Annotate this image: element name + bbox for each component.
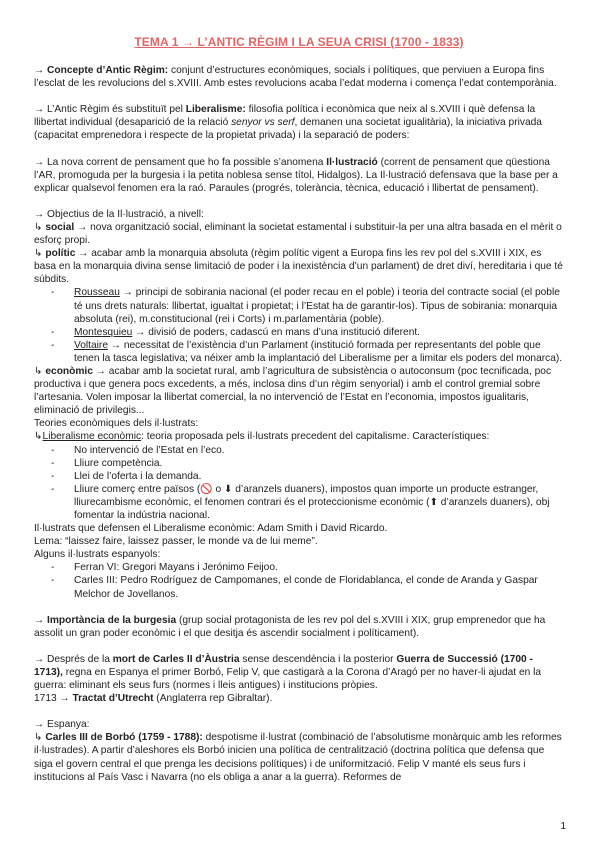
term-politic: polític [45, 248, 76, 260]
term-economic: econòmic [45, 365, 93, 377]
teories-heading: Teories econòmiques dels il·lustrats: [34, 418, 199, 430]
term-social: social [45, 221, 75, 233]
text: (Anglaterra rep Gibraltar). [153, 693, 273, 705]
defensors-text: Il·lustrats que defensen el Liberalisme econòmic: Adam Smith i David Ricardo. [34, 523, 388, 535]
list-item: - No intervenció de l’Estat en l’eco. [74, 444, 564, 457]
author-name: Voltaire [74, 339, 108, 351]
term-liberalisme-economic: Liberalisme econòmic [42, 431, 142, 443]
arrow: → [34, 614, 48, 626]
text: o [212, 483, 225, 495]
term-mort-carles: mort de Carles II d’Àustria [112, 653, 240, 665]
text: conjunt d’estructures econòmiques, socials i polítiques, que perviuen a Europa fins l’esclat de les revolucions del s.XVIII. Amb estes revolucions acaba l’edat moderna i comença l’edat contemporània. [34, 65, 557, 90]
list-item: - Llei de l’oferta i la demanda. [74, 470, 564, 483]
arrow-up-icon: ⬆ [429, 496, 438, 508]
espanyols-list [34, 561, 564, 600]
text: regna en Espanya el primer Borbó, Felip V, que castigarà a la Corona d’Aragó per no haver-li ajudat en la guerra: eliminant els seus furs (normes i lleis antigues) i institucions pròpies. [34, 666, 542, 692]
text: (corrent de pensament que qüestiona l’AR, promoguda per la burgesia i la petita noblesa sense títol, Hidalgos). La Il·lustració defensava que la base per a explicar qualsevol fenomen era la raó. Paraules (progrés, tolerància, tècnica, educació i llibertat de pensament). [34, 156, 558, 194]
liberalisme-list [34, 444, 564, 523]
text: d’aranzels duaners), impostos quan importe un producte estranger, lliurecambisme econòmic, el fenomen contrari és el proteccionisme econòmic ( [74, 483, 539, 508]
term-burgesia: Importància de la burgesia [47, 614, 177, 626]
paragraph-carles-iii [34, 731, 564, 783]
lema-text: Lema: “laissez faire, laissez passer, le monde va de lui meme”. [34, 536, 318, 548]
page-title: TEMA 1 → L’ANTIC RÈGIM I LA SEUA CRISI (1700 - 1833) [134, 35, 464, 49]
liberalisme-economic [34, 430, 564, 443]
paragraph-liberalisme [34, 103, 564, 142]
text: → acabar amb la societat rural, amb l’agricultura de subsistència o autoconsum (poc tecnificada, poc productiva i que genera pocs excedents, a més, inclosa dins d’un règim senyorial) i amb el control gremial sobre l’artesania. Volen imposar la llibertat comercial, la no intervenció de l’Estat en l’economia, impostos igualitaris, eliminació de privilegis... [34, 365, 552, 417]
paragraph-utrecht [34, 692, 564, 705]
page-number: 1 [560, 821, 566, 832]
text: despotisme il·lustrat (combinació de l’absolutisme monàrquic amb les reformes il·lustrades). A partir d’aleshores els Borbó inicien una política de centralització (doctrina política que defensa que siga el govern central el que prenga les decisions polítiques) i de uniformització. Felip V manté els seus furs i institucions al País Vasc i Navarra (no els obliga a anar a la guerra). Reformes de [34, 732, 562, 783]
paragraph-burgesia [34, 614, 564, 640]
forbidden-icon: 🚫 [200, 483, 213, 495]
term-liberalisme: Liberalisme: [185, 104, 246, 116]
sub-arrow: ↳ [34, 365, 46, 377]
objectiu-social [34, 221, 564, 247]
list-item: - Ferran VI: Gregori Mayans i Jerónimo Feijoo. [74, 561, 564, 574]
politic-list [34, 286, 564, 365]
text: → L’Antic Règim és substituït pel [34, 104, 186, 116]
arrow-down-icon: ⬇ [224, 483, 233, 495]
paragraph-successio [34, 653, 564, 692]
term-illustracio: Il·lustració [326, 156, 378, 168]
text: → necessitat de l’existència d’un Parlament (institució formada per representants del poble que tenen la tasca legislativa; va néixer amb la implantació del Liberalisme per a limitar els poders del monarca). [74, 339, 563, 364]
espanya-heading: → Espanya: [34, 719, 90, 731]
author-name: Montesquieu [74, 326, 133, 338]
list-item [74, 326, 564, 339]
text: → divisió de poders, cadascú en mans d’una institució diferent. [132, 326, 421, 338]
paragraph-antic-regim [34, 64, 564, 90]
sub-arrow: ↳ [34, 221, 46, 233]
sub-arrow: ↳ [34, 431, 43, 443]
text: sense descendència i la posterior [239, 653, 397, 665]
list-item [74, 286, 564, 325]
term-tractat-utrecht: Tractat d’Utrecht [72, 693, 154, 705]
espanyols-heading: Alguns il·lustrats espanyols: [34, 549, 161, 561]
author-name: Rousseau [74, 287, 120, 299]
list-item [74, 339, 564, 365]
sub-arrow: ↳ [34, 732, 46, 744]
text: (grup social protagonista de les rev pol del s.XVIII i XIX, grup emprenedor que ha assolit un gran poder econòmic i el que desitja és ascendir socialment i políticament). [34, 614, 546, 639]
objectiu-politic [34, 247, 564, 286]
arrow: → [34, 65, 48, 77]
text: 1713 → [34, 693, 73, 705]
list-item [74, 483, 564, 522]
list-item: - Carles III: Pedro Rodríguez de Campomanes, el conde de Floridablanca, el conde de Aranda y Gaspar Melchor de Jovellanos. [74, 574, 564, 600]
paragraph-illustracio [34, 156, 564, 195]
objectiu-economic [34, 365, 564, 417]
text: → Després de la [34, 653, 113, 665]
sub-arrow: ↳ [34, 248, 46, 260]
text: Lliure comerç entre països ( [74, 483, 201, 495]
italic-text: senyor vs serf [231, 117, 295, 129]
text: → principi de sobirania nacional (el poder recau en el poble) i teoria del contracte social (el poble té uns drets naturals: llibertat, igualtat i propietat; i l’Estat ha de garantir-los). Tipus de sobirania: monarquia absoluta (rei), m.constitucional (rei i Corts) i m.parlamentària (poble). [74, 287, 560, 325]
term-carles-iii: Carles III de Borbó (1759 - 1788): [45, 732, 203, 744]
list-item: - Lliure competència. [74, 457, 564, 470]
objectius-heading: → Objectius de la Il·lustració, a nivell: [34, 208, 204, 220]
text: → La nova corrent de pensament que ho fa possible s’anomena [34, 156, 327, 168]
text: , demanen una societat igualitària), la iniciativa privada (capacitat emprenedora i respecte de la propietat privada) i la separació de poders: [34, 117, 542, 142]
term-antic-regim: Concepte d’Antic Règim: [47, 65, 169, 77]
text: → nova organització social, eliminant la societat estamental i substituir-la per una altra basada en el mèrit o esforç propi. [34, 221, 562, 247]
text: d’aranzels duaners), obj fomentar la indústria nacional. [74, 496, 550, 521]
term-guerra-successio: Guerra de Successió (1700 - 1713), [34, 653, 533, 678]
text: → acabar amb la monarquia absoluta (règim polític vigent a Europa fins les rev pol del s.XVIII i XIX, es basa en la monarquia divina sense limitació de poder i la inexistència d’un parlament) de dret diví, hereditaria i que té súbdits. [34, 248, 563, 286]
text: : teoria proposada pels il·lustrats precedent del capitalisme. Característiques: [141, 431, 490, 443]
text: filosofia política i econòmica que neix al s.XVIII i què defensa la llibertat individual (desaparició de la relació [34, 104, 536, 129]
